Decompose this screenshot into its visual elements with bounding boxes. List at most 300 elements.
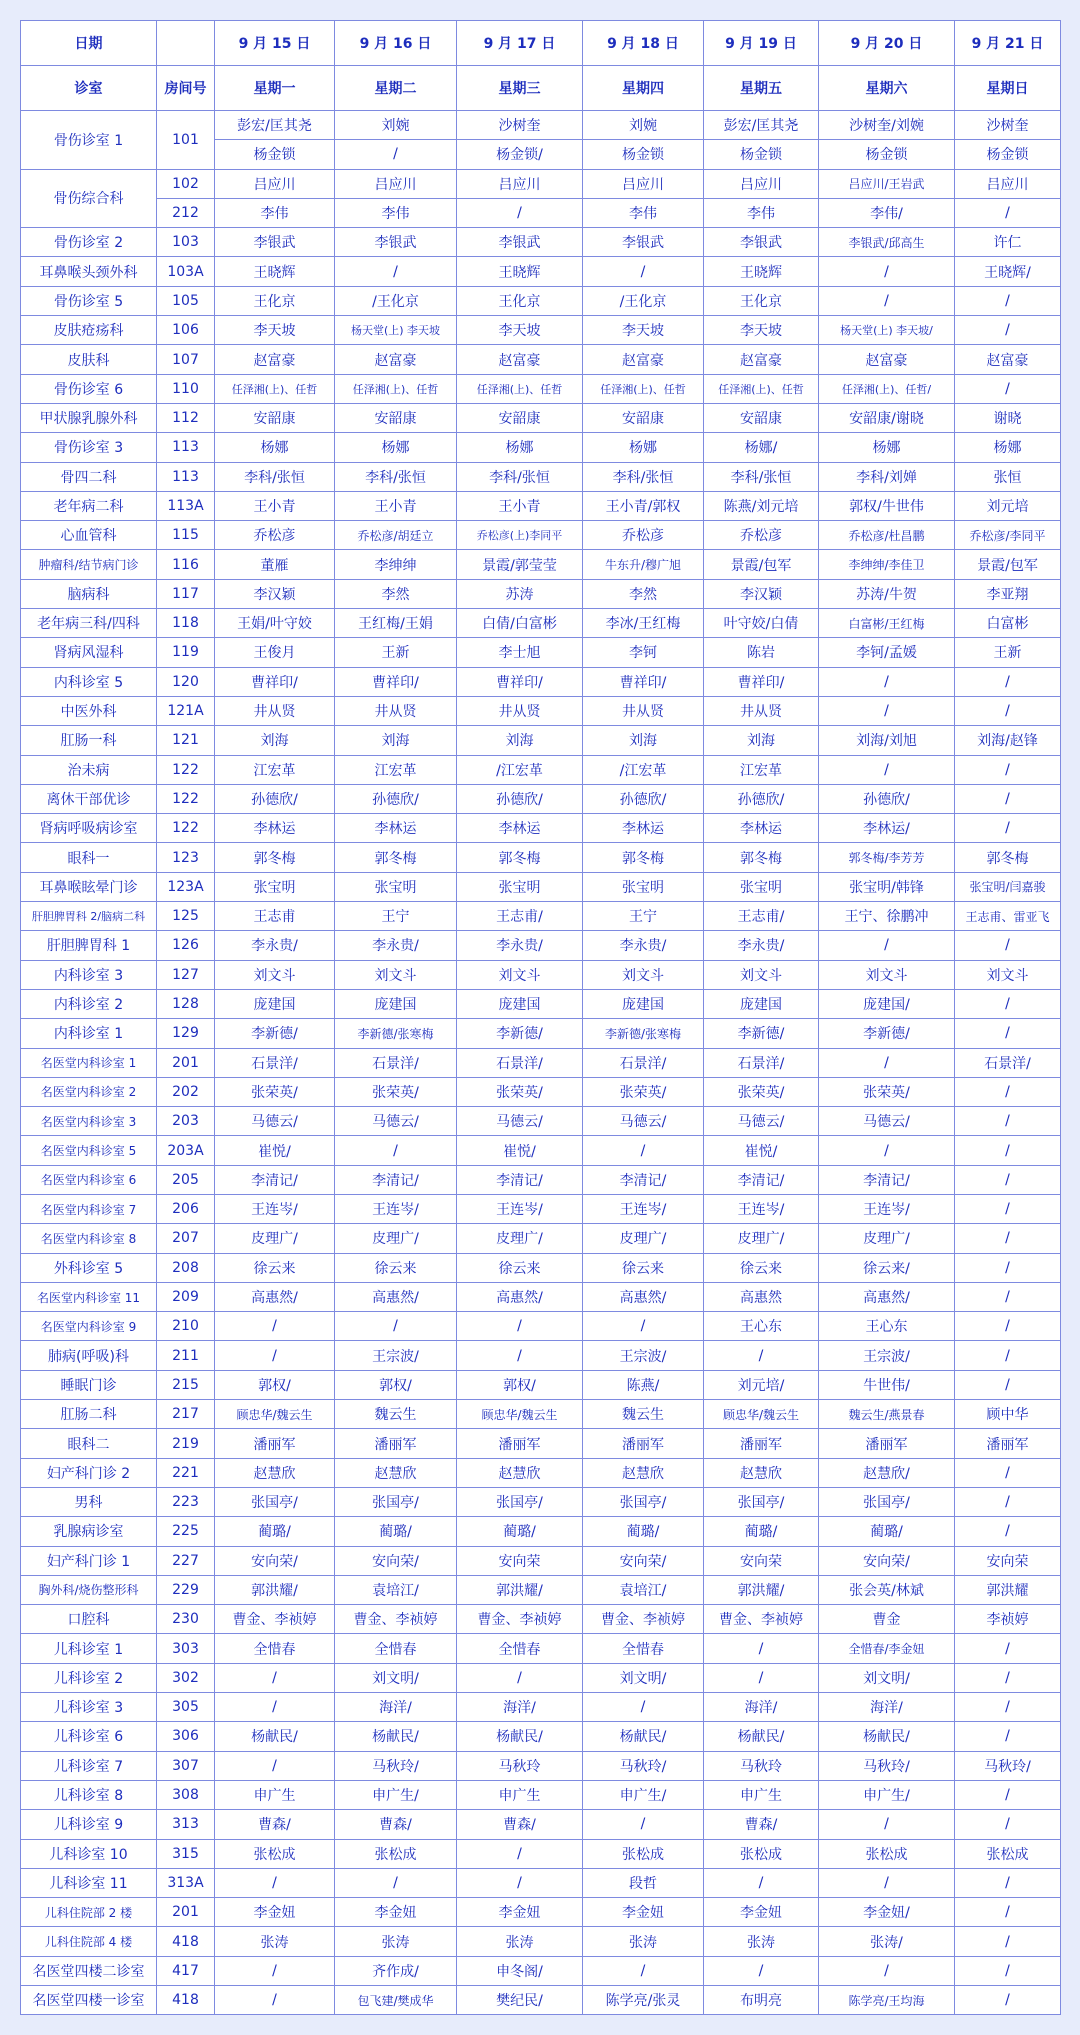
- doctor-cell: 刘文斗: [457, 960, 583, 989]
- clinic-name: 耳鼻喉头颈外科: [21, 257, 157, 286]
- doctor-cell: /: [955, 1634, 1061, 1663]
- doctor-cell: 许仁: [955, 228, 1061, 257]
- doctor-cell: 张荣英/: [583, 1077, 704, 1106]
- doctor-cell: 潘丽军: [955, 1429, 1061, 1458]
- doctor-cell: /: [704, 1341, 819, 1370]
- doctor-cell: /: [955, 1107, 1061, 1136]
- doctor-cell: 王宗波/: [335, 1341, 457, 1370]
- doctor-cell: /: [819, 667, 955, 696]
- table-row: [21, 784, 1061, 813]
- doctor-cell: 李林运: [583, 814, 704, 843]
- schedule-sheet: [20, 20, 1060, 2015]
- doctor-cell: 王俊月: [215, 638, 335, 667]
- doctor-cell: 曹金、李祯婷: [583, 1605, 704, 1634]
- clinic-name: 内科诊室 3: [21, 960, 157, 989]
- doctor-cell: 杨献民/: [335, 1722, 457, 1751]
- doctor-cell: 曹金、李祯婷: [704, 1605, 819, 1634]
- table-row: [21, 667, 1061, 696]
- doctor-cell: 石景洋/: [704, 1048, 819, 1077]
- room-number: 207: [157, 1224, 215, 1253]
- table-row: [21, 579, 1061, 608]
- doctor-cell: 郭权/: [215, 1370, 335, 1399]
- clinic-name: 骨伤诊室 3: [21, 433, 157, 462]
- room-number: 122: [157, 814, 215, 843]
- doctor-cell: 郭权/: [335, 1370, 457, 1399]
- doctor-cell: 安韶康: [704, 403, 819, 432]
- doctor-cell: 高惠然/: [819, 1282, 955, 1311]
- date-header: 9 月 19 日: [704, 21, 819, 66]
- table-row: [21, 1165, 1061, 1194]
- doctor-cell: 王晓辉: [457, 257, 583, 286]
- table-row: [21, 1370, 1061, 1399]
- room-number: 121: [157, 726, 215, 755]
- doctor-cell: 李银武: [457, 228, 583, 257]
- room-number: 203A: [157, 1136, 215, 1165]
- doctor-cell: 皮理广/: [335, 1224, 457, 1253]
- room-number: 313A: [157, 1868, 215, 1897]
- doctor-cell: 赵富豪: [819, 345, 955, 374]
- doctor-cell: 庞建国: [704, 989, 819, 1018]
- clinic-name: 男科: [21, 1487, 157, 1516]
- doctor-cell: /: [819, 931, 955, 960]
- doctor-cell: 张荣英/: [704, 1077, 819, 1106]
- doctor-cell: 王志甫、雷亚飞: [955, 902, 1061, 931]
- doctor-cell: 申冬阁/: [457, 1956, 583, 1985]
- weekday-header: 星期五: [704, 66, 819, 111]
- table-row: [21, 1693, 1061, 1722]
- clinic-name: 内科诊室 2: [21, 989, 157, 1018]
- doctor-cell: 李伟: [215, 198, 335, 227]
- room-number: 122: [157, 784, 215, 813]
- doctor-cell: 庞建国: [215, 989, 335, 1018]
- doctor-cell: 安韶康: [335, 403, 457, 432]
- table-row: [21, 1986, 1061, 2015]
- doctor-cell: 马德云/: [704, 1107, 819, 1136]
- clinic-name: 老年病二科: [21, 491, 157, 520]
- doctor-cell: 马秋玲/: [819, 1751, 955, 1780]
- doctor-cell: 杨献民/: [704, 1722, 819, 1751]
- table-row: [21, 345, 1061, 374]
- room-number: 122: [157, 755, 215, 784]
- table-row: [21, 814, 1061, 843]
- doctor-cell: /: [955, 374, 1061, 403]
- table-row: [21, 1487, 1061, 1516]
- doctor-cell: /: [955, 1136, 1061, 1165]
- doctor-cell: /: [583, 1312, 704, 1341]
- room-number: 128: [157, 989, 215, 1018]
- doctor-cell: /: [819, 696, 955, 725]
- doctor-cell: 石景洋/: [457, 1048, 583, 1077]
- doctor-cell: 李永贵/: [215, 931, 335, 960]
- clinic-name: 名医堂内科诊室 11: [21, 1282, 157, 1311]
- room-number: 307: [157, 1751, 215, 1780]
- doctor-cell: 杨娜: [583, 433, 704, 462]
- weekday-header: 星期一: [215, 66, 335, 111]
- room-number: 211: [157, 1341, 215, 1370]
- doctor-cell: /: [955, 198, 1061, 227]
- doctor-cell: 孙德欣/: [583, 784, 704, 813]
- doctor-cell: 刘海: [335, 726, 457, 755]
- clinic-name: 乳腺病诊室: [21, 1517, 157, 1546]
- doctor-cell: 乔松彦: [704, 521, 819, 550]
- doctor-cell: 孙德欣/: [335, 784, 457, 813]
- doctor-cell: /: [955, 1165, 1061, 1194]
- doctor-cell: /: [819, 257, 955, 286]
- doctor-cell: /: [335, 1312, 457, 1341]
- doctor-cell: 赵慧欣: [457, 1458, 583, 1487]
- doctor-cell: 李林运: [457, 814, 583, 843]
- table-row: [21, 1224, 1061, 1253]
- clinic-name: 肛肠二科: [21, 1400, 157, 1429]
- doctor-cell: 江宏革: [215, 755, 335, 784]
- room-number: 113A: [157, 491, 215, 520]
- doctor-cell: 景霞/郭莹莹: [457, 550, 583, 579]
- clinic-name: 儿科诊室 2: [21, 1663, 157, 1692]
- doctor-cell: 张宝明/闫嘉骏: [955, 872, 1061, 901]
- room-number: 209: [157, 1282, 215, 1311]
- doctor-cell: 李天坡: [457, 316, 583, 345]
- doctor-cell: 王宁、徐鹏冲: [819, 902, 955, 931]
- doctor-cell: 安向荣/: [335, 1546, 457, 1575]
- doctor-cell: 庞建国: [583, 989, 704, 1018]
- doctor-cell: 王小青/郭权: [583, 491, 704, 520]
- doctor-cell: 刘文明/: [335, 1663, 457, 1692]
- doctor-cell: 刘文斗: [819, 960, 955, 989]
- doctor-cell: 吕应川: [215, 169, 335, 198]
- doctor-cell: 张松成: [955, 1839, 1061, 1868]
- doctor-cell: 杨金锁: [215, 140, 335, 169]
- table-row: [21, 1634, 1061, 1663]
- doctor-cell: 杨金锁: [819, 140, 955, 169]
- doctor-cell: 张会英/林斌: [819, 1575, 955, 1604]
- doctor-cell: 赵富豪: [335, 345, 457, 374]
- room-number: 120: [157, 667, 215, 696]
- table-row: [21, 1605, 1061, 1634]
- doctor-cell: 王晓辉: [704, 257, 819, 286]
- doctor-cell: 皮理广/: [704, 1224, 819, 1253]
- room-number: 123: [157, 843, 215, 872]
- doctor-cell: 徐云来: [457, 1253, 583, 1282]
- doctor-cell: 陈学亮/王均海: [819, 1986, 955, 2015]
- doctor-cell: 安向荣/: [215, 1546, 335, 1575]
- clinic-name: 骨伤综合科: [21, 169, 157, 228]
- room-number: 125: [157, 902, 215, 931]
- doctor-cell: /: [955, 1780, 1061, 1809]
- doctor-cell: /: [819, 1810, 955, 1839]
- clinic-name: 口腔科: [21, 1605, 157, 1634]
- doctor-cell: /: [457, 1868, 583, 1897]
- date-header: 9 月 15 日: [215, 21, 335, 66]
- doctor-cell: 刘文明/: [583, 1663, 704, 1692]
- table-row: [21, 960, 1061, 989]
- doctor-cell: 李钶/孟媛: [819, 638, 955, 667]
- doctor-cell: 张宝明: [215, 872, 335, 901]
- room-number: 102: [157, 169, 215, 198]
- doctor-cell: /: [704, 1663, 819, 1692]
- table-row: [21, 1341, 1061, 1370]
- clinic-name: 儿科诊室 3: [21, 1693, 157, 1722]
- clinic-name: 儿科诊室 11: [21, 1868, 157, 1897]
- clinic-label: 诊室: [21, 66, 157, 111]
- doctor-cell: /: [335, 140, 457, 169]
- clinic-name: 中医外科: [21, 696, 157, 725]
- doctor-cell: 李林运: [704, 814, 819, 843]
- room-number: 208: [157, 1253, 215, 1282]
- room-number: 117: [157, 579, 215, 608]
- doctor-cell: 孙德欣/: [819, 784, 955, 813]
- doctor-cell: 顾忠华/魏云生: [704, 1400, 819, 1429]
- doctor-cell: 全惜春: [583, 1634, 704, 1663]
- doctor-cell: /: [955, 1312, 1061, 1341]
- doctor-cell: 刘海: [215, 726, 335, 755]
- doctor-cell: /王化京: [583, 286, 704, 315]
- doctor-cell: 张荣英/: [457, 1077, 583, 1106]
- doctor-cell: 庞建国: [457, 989, 583, 1018]
- doctor-cell: /: [955, 1956, 1061, 1985]
- table-row: [21, 1722, 1061, 1751]
- doctor-cell: 王连岑/: [704, 1194, 819, 1223]
- table-row: [21, 638, 1061, 667]
- table-row: [21, 1898, 1061, 1927]
- doctor-cell: 李天坡: [704, 316, 819, 345]
- doctor-cell: 李伟/: [819, 198, 955, 227]
- doctor-cell: 李清记/: [704, 1165, 819, 1194]
- doctor-cell: 张国亭/: [704, 1487, 819, 1516]
- doctor-cell: 郭冬梅: [335, 843, 457, 872]
- clinic-name: 儿科诊室 9: [21, 1810, 157, 1839]
- doctor-cell: 张涛: [457, 1927, 583, 1956]
- doctor-cell: 董雁: [215, 550, 335, 579]
- schedule-body: [21, 111, 1061, 2015]
- room-number: 210: [157, 1312, 215, 1341]
- doctor-cell: 乔松彦: [583, 521, 704, 550]
- table-row: [21, 1868, 1061, 1897]
- doctor-cell: 蔺璐/: [215, 1517, 335, 1546]
- doctor-cell: 潘丽军: [583, 1429, 704, 1458]
- doctor-cell: 张宝明: [457, 872, 583, 901]
- doctor-cell: 刘海: [457, 726, 583, 755]
- doctor-cell: 张松成: [215, 1839, 335, 1868]
- doctor-cell: 李新德/: [457, 1019, 583, 1048]
- room-number: 229: [157, 1575, 215, 1604]
- doctor-cell: /: [955, 1077, 1061, 1106]
- doctor-cell: 马秋玲/: [335, 1751, 457, 1780]
- doctor-cell: 曹森/: [457, 1810, 583, 1839]
- doctor-cell: 牛东升/穆广旭: [583, 550, 704, 579]
- clinic-name: 骨伤诊室 2: [21, 228, 157, 257]
- doctor-cell: 王志甫/: [704, 902, 819, 931]
- doctor-cell: 乔松彦: [215, 521, 335, 550]
- room-number: 203: [157, 1107, 215, 1136]
- table-row: [21, 257, 1061, 286]
- doctor-cell: 曹森/: [335, 1810, 457, 1839]
- clinic-name: 眼科二: [21, 1429, 157, 1458]
- doctor-cell: 井从贤: [215, 696, 335, 725]
- doctor-cell: 王小青: [457, 491, 583, 520]
- clinic-name: 名医堂四楼二诊室: [21, 1956, 157, 1985]
- table-row: [21, 1517, 1061, 1546]
- doctor-cell: 李银武: [704, 228, 819, 257]
- doctor-cell: 李金妞: [335, 1898, 457, 1927]
- clinic-name: 儿科诊室 10: [21, 1839, 157, 1868]
- room-number: 417: [157, 1956, 215, 1985]
- doctor-cell: /: [955, 1224, 1061, 1253]
- doctor-cell: 李天坡: [583, 316, 704, 345]
- doctor-cell: 安韶康: [215, 403, 335, 432]
- doctor-cell: 张涛/: [819, 1927, 955, 1956]
- doctor-cell: 石景洋/: [955, 1048, 1061, 1077]
- doctor-cell: 李银武: [583, 228, 704, 257]
- doctor-cell: 袁培江/: [583, 1575, 704, 1604]
- doctor-cell: 李新德/: [215, 1019, 335, 1048]
- room-number: 115: [157, 521, 215, 550]
- clinic-name: 外科诊室 5: [21, 1253, 157, 1282]
- doctor-cell: 海洋/: [335, 1693, 457, 1722]
- doctor-cell: 皮理广/: [583, 1224, 704, 1253]
- doctor-cell: 石景洋/: [335, 1048, 457, 1077]
- doctor-cell: 王宁: [583, 902, 704, 931]
- doctor-cell: 陈学亮/张灵: [583, 1986, 704, 2015]
- doctor-cell: 吕应川: [583, 169, 704, 198]
- doctor-cell: 乔松彦/杜昌鹏: [819, 521, 955, 550]
- doctor-cell: 乔松彦/胡廷立: [335, 521, 457, 550]
- doctor-cell: 杨娜: [819, 433, 955, 462]
- doctor-cell: 潘丽军: [335, 1429, 457, 1458]
- doctor-cell: 高惠然: [704, 1282, 819, 1311]
- doctor-cell: 李林运: [335, 814, 457, 843]
- room-number: 217: [157, 1400, 215, 1429]
- room-number: 112: [157, 403, 215, 432]
- doctor-cell: 安韶康/谢晓: [819, 403, 955, 432]
- clinic-name: 名医堂内科诊室 6: [21, 1165, 157, 1194]
- room-number: 103: [157, 228, 215, 257]
- doctor-cell: 全惜春: [457, 1634, 583, 1663]
- doctor-cell: 高惠然/: [215, 1282, 335, 1311]
- doctor-cell: 王连岑/: [583, 1194, 704, 1223]
- doctor-cell: 景霞/包军: [955, 550, 1061, 579]
- doctor-cell: 李银武: [215, 228, 335, 257]
- doctor-cell: 崔悦/: [457, 1136, 583, 1165]
- doctor-cell: 樊纪民/: [457, 1986, 583, 2015]
- doctor-cell: 蔺璐/: [704, 1517, 819, 1546]
- doctor-cell: 全惜春/李金妞: [819, 1634, 955, 1663]
- doctor-cell: /: [955, 1898, 1061, 1927]
- doctor-cell: 李银武: [335, 228, 457, 257]
- doctor-cell: 曹金、李祯婷: [215, 1605, 335, 1634]
- doctor-cell: /: [335, 1868, 457, 1897]
- doctor-cell: /: [457, 1341, 583, 1370]
- doctor-cell: 王志甫: [215, 902, 335, 931]
- doctor-cell: 王晓辉: [215, 257, 335, 286]
- doctor-cell: 李祯婷: [955, 1605, 1061, 1634]
- doctor-cell: 郭冬梅: [955, 843, 1061, 872]
- doctor-cell: 白倩/白富彬: [457, 609, 583, 638]
- date-header: 9 月 20 日: [819, 21, 955, 66]
- doctor-cell: 全惜春: [335, 1634, 457, 1663]
- clinic-name: 肿瘤科/结节病门诊: [21, 550, 157, 579]
- doctor-cell: 安向荣: [457, 1546, 583, 1575]
- doctor-cell: 李金妞: [215, 1898, 335, 1927]
- doctor-cell: 李伟: [335, 198, 457, 227]
- doctor-cell: /: [955, 1927, 1061, 1956]
- table-row: [21, 1400, 1061, 1429]
- doctor-cell: 徐云来: [704, 1253, 819, 1282]
- doctor-cell: /王化京: [335, 286, 457, 315]
- doctor-cell: 马德云/: [215, 1107, 335, 1136]
- doctor-cell: 曹森/: [215, 1810, 335, 1839]
- doctor-cell: 马秋玲: [457, 1751, 583, 1780]
- clinic-name: 老年病三科/四科: [21, 609, 157, 638]
- doctor-cell: 郭冬梅/李芳芳: [819, 843, 955, 872]
- doctor-cell: 李永贵/: [335, 931, 457, 960]
- doctor-cell: 安向荣/: [583, 1546, 704, 1575]
- table-row: [21, 1136, 1061, 1165]
- table-row: [21, 989, 1061, 1018]
- doctor-cell: 李新德/: [819, 1019, 955, 1048]
- table-row: [21, 111, 1061, 140]
- doctor-cell: 全惜春: [215, 1634, 335, 1663]
- doctor-cell: 李科/张恒: [457, 462, 583, 491]
- doctor-cell: 皮理广/: [457, 1224, 583, 1253]
- clinic-name: 名医堂内科诊室 1: [21, 1048, 157, 1077]
- doctor-cell: 申广生: [215, 1780, 335, 1809]
- doctor-cell: 郭冬梅: [583, 843, 704, 872]
- doctor-cell: 赵富豪: [215, 345, 335, 374]
- clinic-name: 妇产科门诊 1: [21, 1546, 157, 1575]
- clinic-name: 眼科一: [21, 843, 157, 872]
- doctor-cell: 刘婉: [583, 111, 704, 140]
- doctor-cell: 张宝明/韩锋: [819, 872, 955, 901]
- table-row: [21, 931, 1061, 960]
- doctor-cell: 李绅绅: [335, 550, 457, 579]
- doctor-cell: /: [955, 1341, 1061, 1370]
- schedule-table: [20, 20, 1061, 2015]
- table-row: [21, 872, 1061, 901]
- doctor-cell: 顾中华: [955, 1400, 1061, 1429]
- doctor-cell: 王心东: [819, 1312, 955, 1341]
- doctor-cell: 任泽湘(上)、任哲: [335, 374, 457, 403]
- doctor-cell: 彭宏/匡其尧: [215, 111, 335, 140]
- doctor-cell: 杨娜: [215, 433, 335, 462]
- doctor-cell: 庞建国: [335, 989, 457, 1018]
- doctor-cell: 陈燕/: [583, 1370, 704, 1399]
- doctor-cell: /: [955, 1019, 1061, 1048]
- clinic-name: 内科诊室 5: [21, 667, 157, 696]
- doctor-cell: 张宝明: [335, 872, 457, 901]
- doctor-cell: 刘文斗: [704, 960, 819, 989]
- doctor-cell: 井从贤: [457, 696, 583, 725]
- doctor-cell: 杨献民/: [819, 1722, 955, 1751]
- doctor-cell: 李金妞: [457, 1898, 583, 1927]
- clinic-name: 肾病风湿科: [21, 638, 157, 667]
- room-number: 225: [157, 1517, 215, 1546]
- doctor-cell: 李绅绅/李佳卫: [819, 550, 955, 579]
- doctor-cell: 杨金锁: [955, 140, 1061, 169]
- doctor-cell: 潘丽军: [819, 1429, 955, 1458]
- doctor-cell: 江宏革: [704, 755, 819, 784]
- doctor-cell: /: [955, 316, 1061, 345]
- doctor-cell: 海洋/: [704, 1693, 819, 1722]
- doctor-cell: /: [819, 1136, 955, 1165]
- doctor-cell: 王宁: [335, 902, 457, 931]
- clinic-name: 儿科诊室 7: [21, 1751, 157, 1780]
- clinic-name: 儿科诊室 1: [21, 1634, 157, 1663]
- clinic-name: 儿科住院部 4 楼: [21, 1927, 157, 1956]
- room-number: 116: [157, 550, 215, 579]
- doctor-cell: 井从贤: [335, 696, 457, 725]
- doctor-cell: /江宏革: [457, 755, 583, 784]
- doctor-cell: 叶守姣/白倩: [704, 609, 819, 638]
